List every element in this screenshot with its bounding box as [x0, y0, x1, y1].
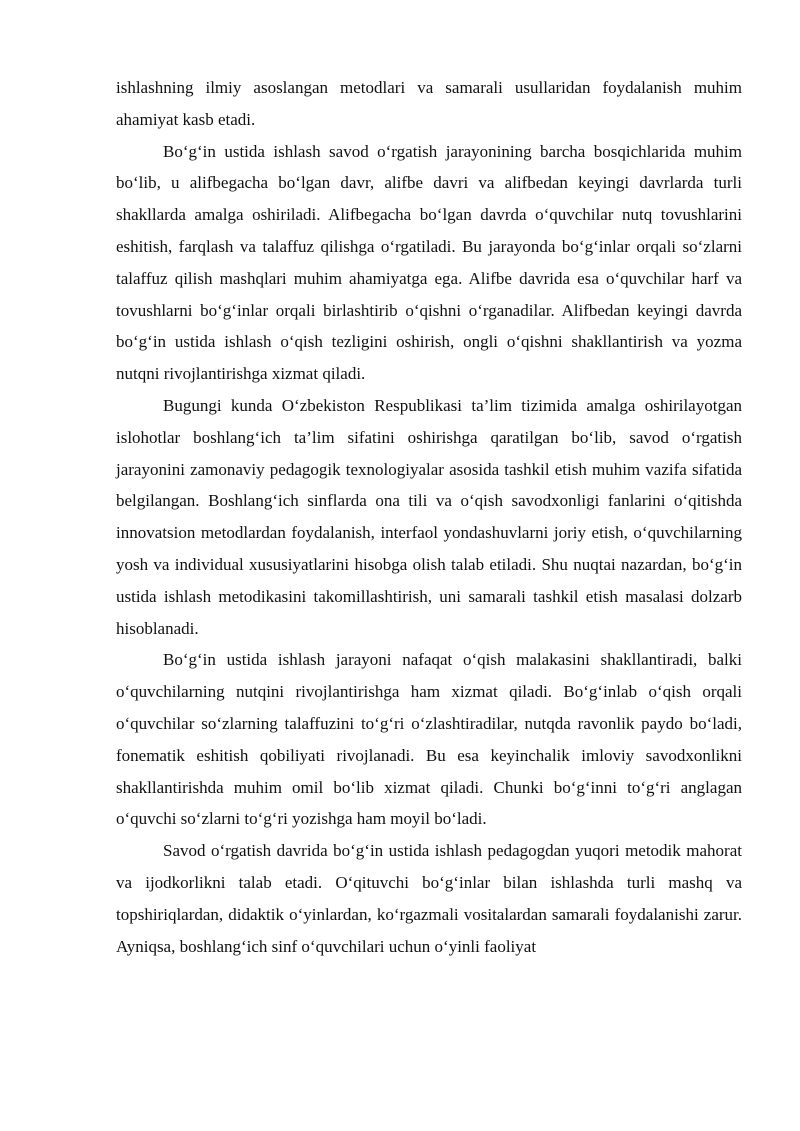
paragraph-speech-development: Bo‘g‘in ustida ishlash jarayoni nafaqat o‘qish malakasini shakllantiradi, balki o‘quvchilarning nutqini rivojlantirishga ham xizmat qiladi. Bo‘g‘inlab o‘qish orqali o‘quvchilar so‘zlarning talaffuzini to‘g‘ri o‘zlashtiradilar, nutqda ravonlik paydo bo‘ladi, fonematik eshitish qobiliyati rivojlanadi. Bu esa keyinchalik imloviy savodxonlikni shakllantirishda muhim omil bo‘lib xizmat qiladi. Chunki bo‘g‘inni to‘g‘ri anglagan o‘quvchi so‘zlarni to‘g‘ri yozishga ham moyil bo‘ladi.	[116, 650, 742, 829]
document-body	[116, 72, 742, 962]
paragraph-continuation: ishlashning ilmiy asoslangan metodlari va samarali usullaridan foydalanish muhim ahamiyat kasb etadi.	[116, 78, 742, 129]
paragraph-education-reforms: Bugungi kunda O‘zbekiston Respublikasi ta’lim tizimida amalga oshirilayotgan islohotlar boshlang‘ich ta’lim sifatini oshirishga qaratilgan bo‘lib, savod o‘rgatish jarayonini zamonaviy pedagogik texnologiyalar asosida tashkil etish muhim vazifa sifatida belgilangan. Boshlang‘ich sinflarda ona tili va o‘qish savodxonligi fanlarini o‘qitishda innovatsion metodlardan foydalanish, interfaol yondashuvlarni joriy etish, o‘quvchilarning yosh va individual xususiyatlarini hisobga olish talab etiladi. Shu nuqtai nazardan, bo‘g‘in ustida ishlash metodikasini takomillashtirish, uni samarali tashkil etish masalasi dolzarb hisoblanadi.	[116, 395, 742, 638]
paragraph-syllable-work-stages: Bo‘g‘in ustida ishlash savod o‘rgatish jarayonining barcha bosqichlarida muhim bo‘lib, u alifbegacha bo‘lgan davr, alifbe davri va alifbedan keyingi davrlarda turli shakllarda amalga oshiriladi. Alifbegacha bo‘lgan davrda o‘quvchilar nutq tovushlarini eshitish, farqlash va talaffuz qilishga o‘rgatiladi. Bu jarayonda bo‘g‘inlar orqali so‘zlarni talaffuz qilish mashqlari muhim ahamiyatga ega. Alifbe davrida esa o‘quvchilar harf va tovushlarni bo‘g‘inlar orqali birlashtirib o‘qishni o‘rganadilar. Alifbedan keyingi davrda bo‘g‘in ustida ishlash o‘qish tezligini oshirish, ongli o‘qishni shakllantirish va yozma nutqni rivojlantirishga xizmat qiladi.	[116, 141, 742, 384]
paragraph-teacher-mastery: Savod o‘rgatish davrida bo‘g‘in ustida ishlash pedagogdan yuqori metodik mahorat va ijodkorlikni talab etadi. O‘qituvchi bo‘g‘inlar bilan ishlashda turli mashq va topshiriqlardan, didaktik o‘yinlardan, ko‘rgazmali vositalardan samarali foydalanishi zarur. Ayniqsa, boshlang‘ich sinf o‘quvchilari uchun o‘yinli faoliyat	[116, 841, 742, 956]
